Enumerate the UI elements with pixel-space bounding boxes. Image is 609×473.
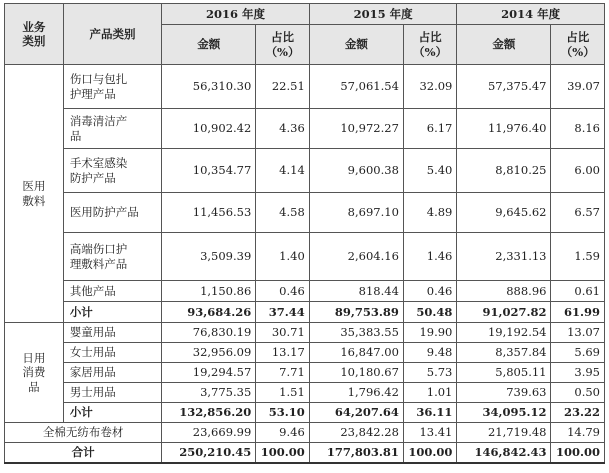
amount-cell: 3,509.39 <box>162 233 256 281</box>
amount-cell: 8,697.10 <box>309 193 403 233</box>
amount-cell: 818.44 <box>309 281 403 302</box>
header-ratio: 占比 （%） <box>256 25 309 65</box>
amount-cell: 1,150.86 <box>162 281 256 302</box>
product-cell: 医用防护产品 <box>63 193 161 233</box>
table-row <box>5 383 605 403</box>
ratio-cell: 23.22 <box>551 403 605 423</box>
header-ratio: 占比 （%） <box>551 25 605 65</box>
ratio-cell: 4.58 <box>256 193 309 233</box>
header-amount: 金额 <box>162 25 256 65</box>
product-cell: 男士用品 <box>63 383 161 403</box>
amount-cell: 250,210.45 <box>162 443 256 463</box>
ratio-cell: 53.10 <box>256 403 309 423</box>
table-row <box>5 323 605 343</box>
amount-cell: 21,719.48 <box>457 423 551 443</box>
amount-cell: 10,972.27 <box>309 109 403 149</box>
ratio-cell: 100.00 <box>403 443 456 463</box>
subtotal-label: 小计 <box>63 403 161 423</box>
header-year-2015: 2015 年度 <box>309 4 457 25</box>
ratio-cell: 0.61 <box>551 281 605 302</box>
header-year-2014: 2014 年度 <box>457 4 605 25</box>
ratio-cell: 6.57 <box>551 193 605 233</box>
ratio-cell: 13.17 <box>256 343 309 363</box>
amount-cell: 16,847.00 <box>309 343 403 363</box>
subtotal-label: 小计 <box>63 302 161 323</box>
table-row <box>5 65 605 109</box>
ratio-cell: 30.71 <box>256 323 309 343</box>
table-row <box>5 363 605 383</box>
category-medical-dressings: 医用 敷料 <box>5 65 64 323</box>
ratio-cell: 50.48 <box>403 302 456 323</box>
product-cell: 全棉无纺布卷材 <box>5 423 162 443</box>
ratio-cell: 4.36 <box>256 109 309 149</box>
ratio-cell: 22.51 <box>256 65 309 109</box>
ratio-cell: 5.69 <box>551 343 605 363</box>
ratio-cell: 9.48 <box>403 343 456 363</box>
product-cell: 高端伤口护 理敷料产品 <box>63 233 161 281</box>
amount-cell: 89,753.89 <box>309 302 403 323</box>
ratio-cell: 9.46 <box>256 423 309 443</box>
product-cell: 其他产品 <box>63 281 161 302</box>
ratio-cell: 1.46 <box>403 233 456 281</box>
ratio-cell: 4.89 <box>403 193 456 233</box>
ratio-cell: 61.99 <box>551 302 605 323</box>
header-product-category: 产品类别 <box>63 4 161 65</box>
ratio-cell: 4.14 <box>256 149 309 193</box>
amount-cell: 32,956.09 <box>162 343 256 363</box>
amount-cell: 177,803.81 <box>309 443 403 463</box>
ratio-cell: 0.46 <box>256 281 309 302</box>
table-row <box>5 233 605 281</box>
product-cell: 消毒清洁产 品 <box>63 109 161 149</box>
ratio-cell: 0.50 <box>551 383 605 403</box>
amount-cell: 2,331.13 <box>457 233 551 281</box>
amount-cell: 132,856.20 <box>162 403 256 423</box>
amount-cell: 56,310.30 <box>162 65 256 109</box>
amount-cell: 93,684.26 <box>162 302 256 323</box>
ratio-cell: 39.07 <box>551 65 605 109</box>
amount-cell: 34,095.12 <box>457 403 551 423</box>
ratio-cell: 100.00 <box>256 443 309 463</box>
table-row <box>5 193 605 233</box>
ratio-cell: 1.51 <box>256 383 309 403</box>
category-daily-consumer-goods: 日用 消费 品 <box>5 323 64 423</box>
ratio-cell: 37.44 <box>256 302 309 323</box>
amount-cell: 146,842.43 <box>457 443 551 463</box>
amount-cell: 23,842.28 <box>309 423 403 443</box>
amount-cell: 23,669.99 <box>162 423 256 443</box>
ratio-cell: 32.09 <box>403 65 456 109</box>
amount-cell: 57,375.47 <box>457 65 551 109</box>
header-year-2016: 2016 年度 <box>162 4 310 25</box>
table-row <box>5 281 605 302</box>
ratio-cell: 1.59 <box>551 233 605 281</box>
ratio-cell: 0.46 <box>403 281 456 302</box>
amount-cell: 91,027.82 <box>457 302 551 323</box>
product-cell: 伤口与包扎 护理产品 <box>63 65 161 109</box>
ratio-cell: 13.41 <box>403 423 456 443</box>
amount-cell: 11,456.53 <box>162 193 256 233</box>
amount-cell: 9,645.62 <box>457 193 551 233</box>
product-cell: 女士用品 <box>63 343 161 363</box>
table-row <box>5 423 605 443</box>
revenue-table <box>4 3 605 464</box>
ratio-cell: 36.11 <box>403 403 456 423</box>
table-row <box>5 149 605 193</box>
amount-cell: 3,775.35 <box>162 383 256 403</box>
ratio-cell: 3.95 <box>551 363 605 383</box>
amount-cell: 8,357.84 <box>457 343 551 363</box>
header-business-category: 业务 类别 <box>5 4 64 65</box>
amount-cell: 888.96 <box>457 281 551 302</box>
ratio-cell: 6.00 <box>551 149 605 193</box>
amount-cell: 35,383.55 <box>309 323 403 343</box>
ratio-cell: 6.17 <box>403 109 456 149</box>
ratio-cell: 100.00 <box>551 443 605 463</box>
table-row <box>5 109 605 149</box>
amount-cell: 1,796.42 <box>309 383 403 403</box>
ratio-cell: 1.01 <box>403 383 456 403</box>
ratio-cell: 1.40 <box>256 233 309 281</box>
amount-cell: 8,810.25 <box>457 149 551 193</box>
amount-cell: 2,604.16 <box>309 233 403 281</box>
amount-cell: 10,902.42 <box>162 109 256 149</box>
header-ratio: 占比 （%） <box>403 25 456 65</box>
amount-cell: 64,207.64 <box>309 403 403 423</box>
product-cell: 手术室感染 防护产品 <box>63 149 161 193</box>
ratio-cell: 13.07 <box>551 323 605 343</box>
amount-cell: 739.63 <box>457 383 551 403</box>
table-row <box>5 343 605 363</box>
ratio-cell: 14.79 <box>551 423 605 443</box>
amount-cell: 9,600.38 <box>309 149 403 193</box>
ratio-cell: 5.73 <box>403 363 456 383</box>
amount-cell: 19,192.54 <box>457 323 551 343</box>
ratio-cell: 8.16 <box>551 109 605 149</box>
product-cell: 婴童用品 <box>63 323 161 343</box>
header-amount: 金额 <box>309 25 403 65</box>
subtotal-row <box>5 302 605 323</box>
amount-cell: 5,805.11 <box>457 363 551 383</box>
amount-cell: 19,294.57 <box>162 363 256 383</box>
amount-cell: 11,976.40 <box>457 109 551 149</box>
header-amount: 金额 <box>457 25 551 65</box>
ratio-cell: 5.40 <box>403 149 456 193</box>
ratio-cell: 7.71 <box>256 363 309 383</box>
total-row <box>5 443 605 463</box>
amount-cell: 76,830.19 <box>162 323 256 343</box>
subtotal-row <box>5 403 605 423</box>
amount-cell: 57,061.54 <box>309 65 403 109</box>
amount-cell: 10,180.67 <box>309 363 403 383</box>
product-cell: 家居用品 <box>63 363 161 383</box>
total-label: 合计 <box>5 443 162 463</box>
amount-cell: 10,354.77 <box>162 149 256 193</box>
ratio-cell: 19.90 <box>403 323 456 343</box>
